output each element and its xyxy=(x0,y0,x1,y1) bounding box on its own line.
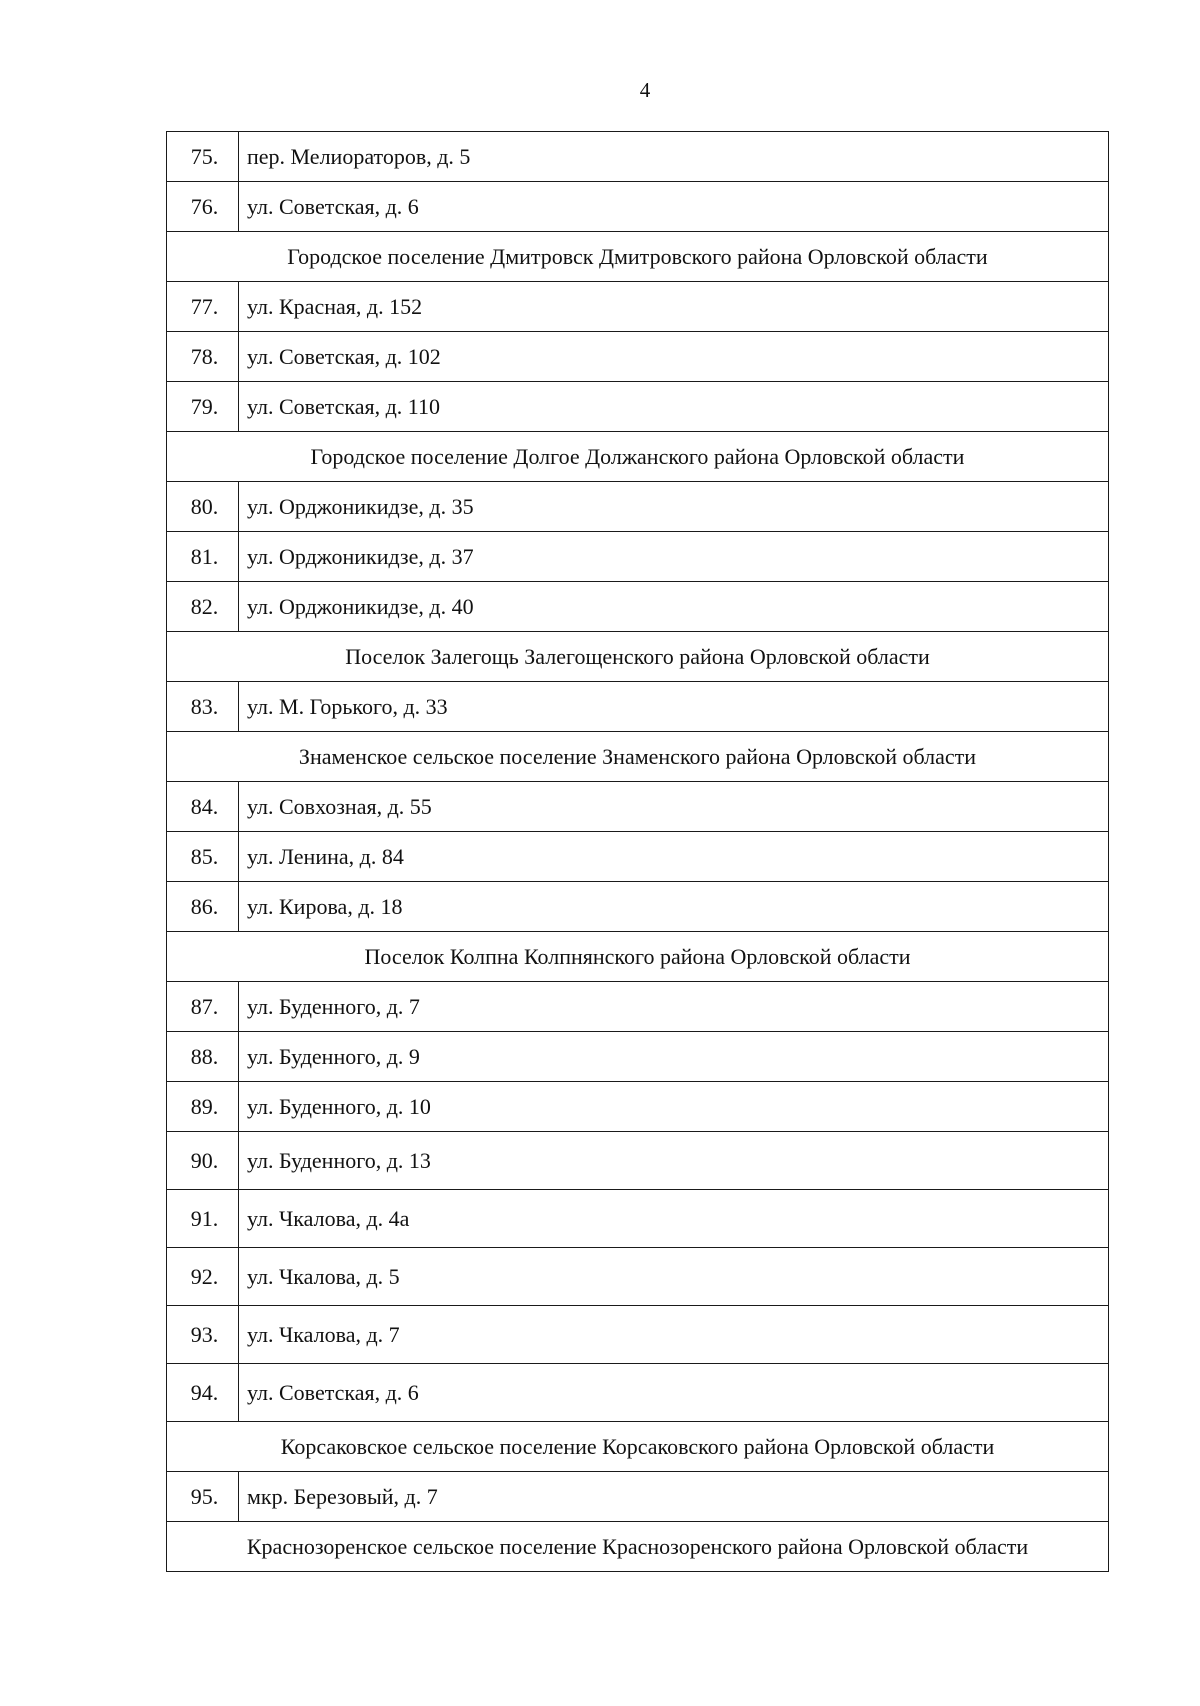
table-row xyxy=(167,382,1109,432)
row-number: 78. xyxy=(167,332,239,382)
section-title: Поселок Залегощь Залегощенского района Орловской области xyxy=(167,632,1109,682)
address-cell: ул. Орджоникидзе, д. 40 xyxy=(239,582,1109,632)
table-row xyxy=(167,332,1109,382)
table-row xyxy=(167,532,1109,582)
address-cell: ул. Орджоникидзе, д. 37 xyxy=(239,532,1109,582)
section-header-row xyxy=(167,632,1109,682)
table-row xyxy=(167,582,1109,632)
address-cell: мкр. Березовый, д. 7 xyxy=(239,1472,1109,1522)
table-row xyxy=(167,1472,1109,1522)
table-row xyxy=(167,132,1109,182)
table-row xyxy=(167,1082,1109,1132)
row-number: 84. xyxy=(167,782,239,832)
table-row xyxy=(167,882,1109,932)
section-header-row xyxy=(167,1522,1109,1572)
address-cell: ул. Буденного, д. 9 xyxy=(239,1032,1109,1082)
row-number: 75. xyxy=(167,132,239,182)
address-cell: ул. Ленина, д. 84 xyxy=(239,832,1109,882)
row-number: 93. xyxy=(167,1306,239,1364)
table-row xyxy=(167,1032,1109,1082)
table-row xyxy=(167,832,1109,882)
row-number: 90. xyxy=(167,1132,239,1190)
address-cell: ул. Буденного, д. 7 xyxy=(239,982,1109,1032)
address-cell: ул. Красная, д. 152 xyxy=(239,282,1109,332)
address-cell: пер. Мелиораторов, д. 5 xyxy=(239,132,1109,182)
row-number: 80. xyxy=(167,482,239,532)
section-title: Городское поселение Дмитровск Дмитровского района Орловской области xyxy=(167,232,1109,282)
address-cell: ул. Совхозная, д. 55 xyxy=(239,782,1109,832)
address-cell: ул. Советская, д. 6 xyxy=(239,182,1109,232)
row-number: 92. xyxy=(167,1248,239,1306)
row-number: 91. xyxy=(167,1190,239,1248)
table-row xyxy=(167,682,1109,732)
address-cell: ул. Советская, д. 102 xyxy=(239,332,1109,382)
row-number: 82. xyxy=(167,582,239,632)
table-row xyxy=(167,282,1109,332)
table-row xyxy=(167,482,1109,532)
address-cell: ул. Буденного, д. 10 xyxy=(239,1082,1109,1132)
row-number: 81. xyxy=(167,532,239,582)
section-header-row xyxy=(167,232,1109,282)
address-cell: ул. Чкалова, д. 7 xyxy=(239,1306,1109,1364)
address-cell: ул. Советская, д. 110 xyxy=(239,382,1109,432)
section-header-row xyxy=(167,932,1109,982)
row-number: 87. xyxy=(167,982,239,1032)
page-number: 4 xyxy=(639,78,651,102)
address-cell: ул. Буденного, д. 13 xyxy=(239,1132,1109,1190)
table-row xyxy=(167,1306,1109,1364)
row-number: 85. xyxy=(167,832,239,882)
address-cell: ул. Орджоникидзе, д. 35 xyxy=(239,482,1109,532)
table-row xyxy=(167,1248,1109,1306)
table-row xyxy=(167,782,1109,832)
section-title: Корсаковское сельское поселение Корсаковского района Орловской области xyxy=(167,1422,1109,1472)
section-header-row xyxy=(167,1422,1109,1472)
section-title: Знаменское сельское поселение Знаменского района Орловской области xyxy=(167,732,1109,782)
table-row xyxy=(167,182,1109,232)
address-table xyxy=(166,131,1109,1572)
table-row xyxy=(167,1364,1109,1422)
section-title: Краснозоренское сельское поселение Краснозоренского района Орловской области xyxy=(167,1522,1109,1572)
row-number: 76. xyxy=(167,182,239,232)
row-number: 95. xyxy=(167,1472,239,1522)
address-cell: ул. Советская, д. 6 xyxy=(239,1364,1109,1422)
section-header-row xyxy=(167,432,1109,482)
section-title: Поселок Колпна Колпнянского района Орловской области xyxy=(167,932,1109,982)
table-row xyxy=(167,1132,1109,1190)
row-number: 83. xyxy=(167,682,239,732)
section-title: Городское поселение Долгое Должанского района Орловской области xyxy=(167,432,1109,482)
row-number: 94. xyxy=(167,1364,239,1422)
table-row xyxy=(167,982,1109,1032)
row-number: 79. xyxy=(167,382,239,432)
row-number: 77. xyxy=(167,282,239,332)
row-number: 89. xyxy=(167,1082,239,1132)
address-cell: ул. Чкалова, д. 5 xyxy=(239,1248,1109,1306)
address-cell: ул. Кирова, д. 18 xyxy=(239,882,1109,932)
row-number: 88. xyxy=(167,1032,239,1082)
address-cell: ул. Чкалова, д. 4а xyxy=(239,1190,1109,1248)
table-row xyxy=(167,1190,1109,1248)
address-cell: ул. М. Горького, д. 33 xyxy=(239,682,1109,732)
address-table-body xyxy=(167,132,1109,1572)
row-number: 86. xyxy=(167,882,239,932)
section-header-row xyxy=(167,732,1109,782)
